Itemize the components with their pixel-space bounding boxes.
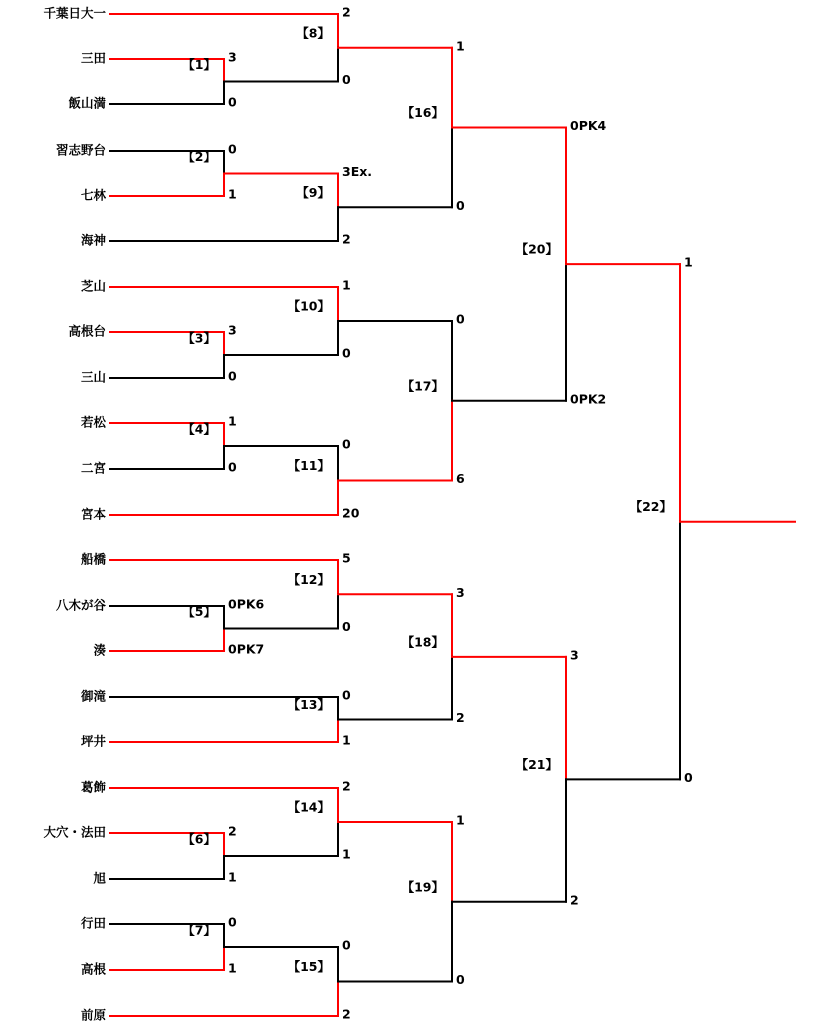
team-name: 高根	[80, 961, 106, 977]
match-score: 0	[456, 197, 465, 213]
match-score: 0PK7	[228, 641, 265, 657]
match-label: 【6】	[182, 831, 216, 847]
match-score: 0	[342, 345, 351, 361]
match-score: 2	[342, 4, 351, 20]
team-name: 高根台	[68, 323, 106, 339]
match-score: 0PK4	[570, 118, 607, 133]
match-label: 【1】	[182, 57, 216, 72]
match-score: 1	[228, 960, 237, 976]
match-score: 2	[456, 710, 465, 725]
team-name: 千葉日大一	[43, 5, 106, 21]
match-label: 【17】	[401, 378, 444, 394]
match-score: 1	[342, 732, 351, 748]
match-label: 【3】	[182, 330, 216, 346]
team-name: 前原	[80, 1007, 106, 1023]
team-name: 海神	[80, 232, 106, 248]
team-name: 芝山	[80, 278, 106, 294]
team-name: 三田	[80, 50, 106, 66]
match-label: 【10】	[287, 298, 330, 314]
team-name: 葛飾	[80, 779, 106, 795]
team-name: 宮本	[80, 506, 106, 522]
match-label: 【18】	[401, 634, 444, 650]
match-label: 【20】	[515, 241, 558, 257]
match-label: 【19】	[401, 879, 444, 895]
match-label: 【16】	[401, 105, 444, 120]
match-score: 0	[684, 769, 693, 785]
match-score: 0	[342, 687, 351, 703]
team-name: 御滝	[80, 688, 106, 704]
match-score: 0PK2	[570, 391, 607, 407]
team-name: 坪井	[80, 733, 106, 749]
team-name: 船橋	[80, 551, 106, 567]
match-score: 3	[570, 647, 579, 663]
match-label: 【5】	[182, 604, 216, 619]
match-label: 【9】	[296, 184, 330, 200]
match-score: 1	[228, 186, 237, 202]
match-score: 0	[456, 311, 465, 327]
match-score: 1	[228, 869, 237, 885]
match-score: 2	[342, 231, 351, 247]
match-score: 2	[342, 1006, 351, 1022]
match-score: 5	[342, 550, 351, 566]
match-score: 1	[456, 812, 465, 828]
match-label: 【14】	[287, 799, 330, 815]
match-score: 2	[570, 892, 579, 908]
match-score: 0	[228, 368, 237, 384]
team-name: 若松	[80, 414, 106, 430]
match-score: 3Ex.	[342, 164, 373, 179]
match-score: 1	[228, 413, 237, 429]
match-score: 0PK6	[228, 596, 265, 612]
team-name: 八木が谷	[55, 597, 106, 613]
match-label: 【13】	[287, 697, 330, 712]
match-score: 0	[342, 72, 351, 87]
match-score: 0	[342, 937, 351, 953]
match-score: 6	[456, 471, 465, 486]
match-score: 0	[342, 436, 351, 452]
match-score: 1	[342, 846, 351, 862]
match-label: 【7】	[182, 922, 216, 938]
match-score: 1	[684, 254, 693, 270]
match-label: 【2】	[182, 149, 216, 164]
match-score: 2	[228, 823, 237, 839]
team-name: 三山	[80, 369, 106, 385]
match-label: 【11】	[287, 458, 330, 473]
team-name: 旭	[93, 870, 106, 886]
match-label: 【15】	[287, 959, 330, 974]
match-score: 3	[456, 584, 465, 600]
team-name: 大穴・法田	[43, 824, 106, 840]
match-score: 0	[228, 459, 237, 475]
team-name: 七林	[80, 187, 106, 203]
match-score: 0	[228, 914, 237, 930]
match-score: 0	[228, 141, 237, 157]
team-name: 二宮	[80, 460, 106, 476]
match-score: 3	[228, 322, 237, 338]
match-score: 0	[342, 619, 351, 634]
match-score: 1	[456, 38, 465, 54]
match-score: 1	[342, 277, 351, 293]
match-label: 【21】	[515, 756, 558, 772]
match-label: 【8】	[296, 25, 330, 41]
match-label: 【4】	[182, 421, 216, 437]
match-score: 20	[342, 505, 360, 521]
team-name: 飯山満	[68, 95, 106, 111]
match-score: 3	[228, 49, 237, 65]
match-score: 0	[228, 94, 237, 110]
match-label: 【12】	[287, 571, 330, 587]
team-name: 習志野台	[55, 142, 106, 158]
match-score: 2	[342, 778, 351, 794]
match-label: 【22】	[629, 499, 672, 515]
match-score: 0	[456, 972, 465, 987]
team-name: 湊	[93, 642, 106, 658]
team-name: 行田	[80, 915, 106, 931]
